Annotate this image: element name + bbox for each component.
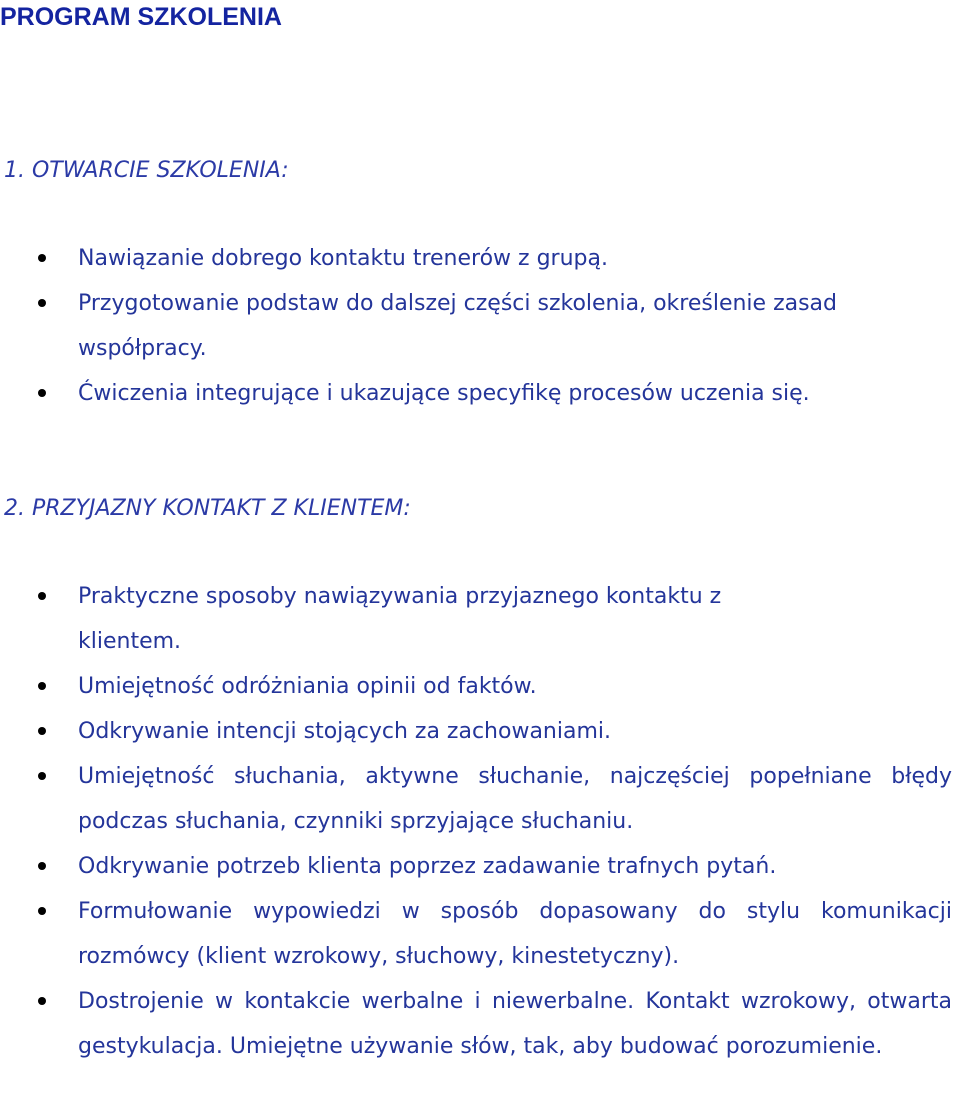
bullet-icon [38,772,46,780]
bullet-icon [38,299,46,307]
list-item [0,754,952,844]
list-item [0,709,952,754]
list-item [0,844,952,889]
list-item [0,979,952,1069]
list-item [0,664,952,709]
list-item-text: Odkrywanie intencji stojących za zachowaniami. [78,719,612,744]
bullet-icon [38,862,46,870]
list-item-text: Nawiązanie dobrego kontaktu trenerów z grupą. [78,246,608,271]
list-item-text: Praktyczne sposoby nawiązywania przyjaznego kontaktu z klientem. [78,584,722,654]
bullet-icon [38,907,46,915]
list-item-text: Dostrojenie w kontakcie werbalne i niewerbalne. Kontakt wzrokowy, otwarta gestykulacja. Umiejętne używanie słów, tak, aby budować porozumienie. [78,989,952,1059]
bullet-icon [38,592,46,600]
bullet-icon [38,389,46,397]
bullet-icon [38,682,46,690]
list-item-text: Ćwiczenia integrujące i ukazujące specyfikę procesów uczenia się. [78,381,810,406]
list-item-text: Umiejętność słuchania, aktywne słuchanie, najczęściej popełniane błędy podczas słuchania, czynniki sprzyjające słuchaniu. [78,764,952,834]
section-customer-contact-list [0,574,952,1069]
section-opening-list [0,236,952,416]
list-item [0,281,952,371]
section-heading-customer-contact: 2. PRZYJAZNY KONTAKT Z KLIENTEM: [4,496,411,521]
list-item-text: Przygotowanie podstaw do dalszej części szkolenia, określenie zasad współpracy. [78,291,837,361]
list-item-text: Odkrywanie potrzeb klienta poprzez zadawanie trafnych pytań. [78,854,777,879]
section-heading-opening: 1. OTWARCIE SZKOLENIA: [4,158,289,183]
list-item [0,371,952,416]
list-item-text: Formułowanie wypowiedzi w sposób dopasowany do stylu komunikacji rozmówcy (klient wzrokowy, słuchowy, kinestetyczny). [78,899,952,969]
list-item [0,889,952,979]
bullet-icon [38,254,46,262]
list-item [0,574,952,664]
bullet-icon [38,727,46,735]
bullet-icon [38,997,46,1005]
list-item [0,236,952,281]
document-title: PROGRAM SZKOLENIA [0,3,282,31]
list-item-text: Umiejętność odróżniania opinii od faktów. [78,674,537,699]
